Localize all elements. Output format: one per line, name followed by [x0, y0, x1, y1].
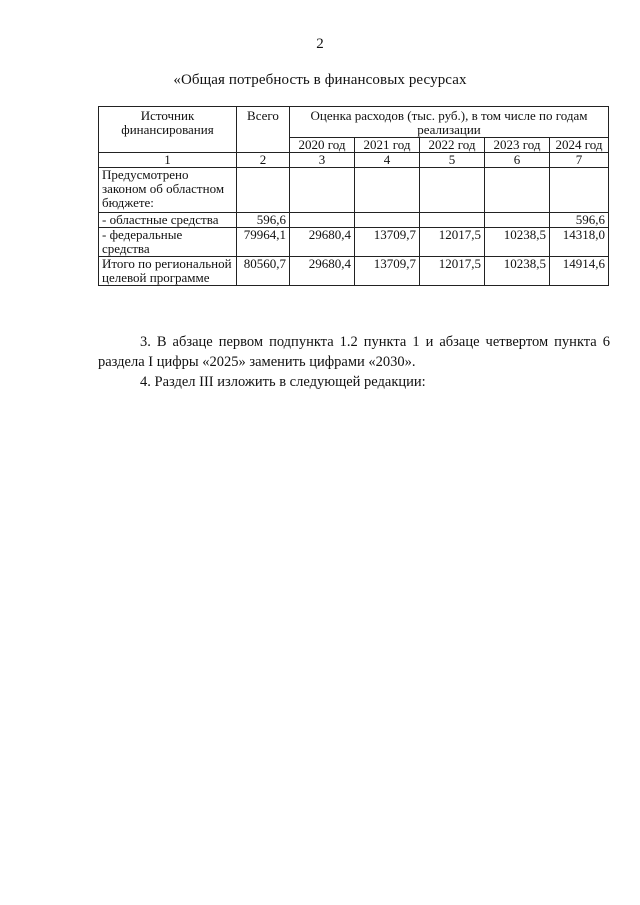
column-number: 7: [550, 153, 609, 168]
section-heading: «Общая потребность в финансовых ресурсах: [173, 72, 467, 88]
row-value: [290, 213, 355, 228]
row-value: [290, 168, 355, 213]
column-number: 1: [99, 153, 237, 168]
header-year: 2021 год: [355, 138, 420, 153]
row-value: 10238,5: [485, 257, 550, 286]
row-total: 79964,1: [237, 228, 290, 257]
header-source: Источник финансирования: [99, 107, 237, 153]
row-value: 29680,4: [290, 228, 355, 257]
page-number: 2: [316, 36, 324, 52]
row-label: - областные средства: [99, 213, 237, 228]
row-label: Итого по региональной целевой программе: [99, 257, 237, 286]
row-value: 12017,5: [420, 228, 485, 257]
table-header-row: [99, 107, 609, 138]
row-value: 10238,5: [485, 228, 550, 257]
paragraph-amendment-3: 3. В абзаце первом подпункта 1.2 пункта 1 и абзаце четвертом пункта 6 раздела I цифры «2025» заменить цифрами «2030».: [98, 334, 610, 370]
row-value: [355, 168, 420, 213]
header-year: 2020 год: [290, 138, 355, 153]
header-estimate: Оценка расходов (тыс. руб.), в том числе по годам реализации: [290, 107, 609, 138]
row-value: 14914,6: [550, 257, 609, 286]
column-number: 3: [290, 153, 355, 168]
row-total: 596,6: [237, 213, 290, 228]
row-total: 80560,7: [237, 257, 290, 286]
header-total: Всего: [237, 107, 290, 153]
row-value: 13709,7: [355, 228, 420, 257]
row-label: - федеральные средства: [99, 228, 237, 257]
row-value: [420, 168, 485, 213]
row-value: [355, 213, 420, 228]
header-year: 2024 год: [550, 138, 609, 153]
table-row: [99, 228, 609, 257]
row-value: 14318,0: [550, 228, 609, 257]
row-value: 29680,4: [290, 257, 355, 286]
header-year: 2022 год: [420, 138, 485, 153]
row-value: [420, 213, 485, 228]
row-value: 596,6: [550, 213, 609, 228]
table-row: [99, 257, 609, 286]
column-number: 6: [485, 153, 550, 168]
row-value: 12017,5: [420, 257, 485, 286]
paragraph-amendment-4: 4. Раздел III изложить в следующей редакции:: [140, 374, 426, 390]
table-row: [99, 168, 609, 213]
row-value: [485, 168, 550, 213]
table-number-row: [99, 153, 609, 168]
column-number: 2: [237, 153, 290, 168]
header-year: 2023 год: [485, 138, 550, 153]
row-total: [237, 168, 290, 213]
row-value: [485, 213, 550, 228]
row-value: 13709,7: [355, 257, 420, 286]
row-label: Предусмотрено законом об областном бюджете:: [99, 168, 237, 213]
column-number: 4: [355, 153, 420, 168]
financing-table: [98, 106, 609, 286]
row-value: [550, 168, 609, 213]
column-number: 5: [420, 153, 485, 168]
table-row: [99, 213, 609, 228]
